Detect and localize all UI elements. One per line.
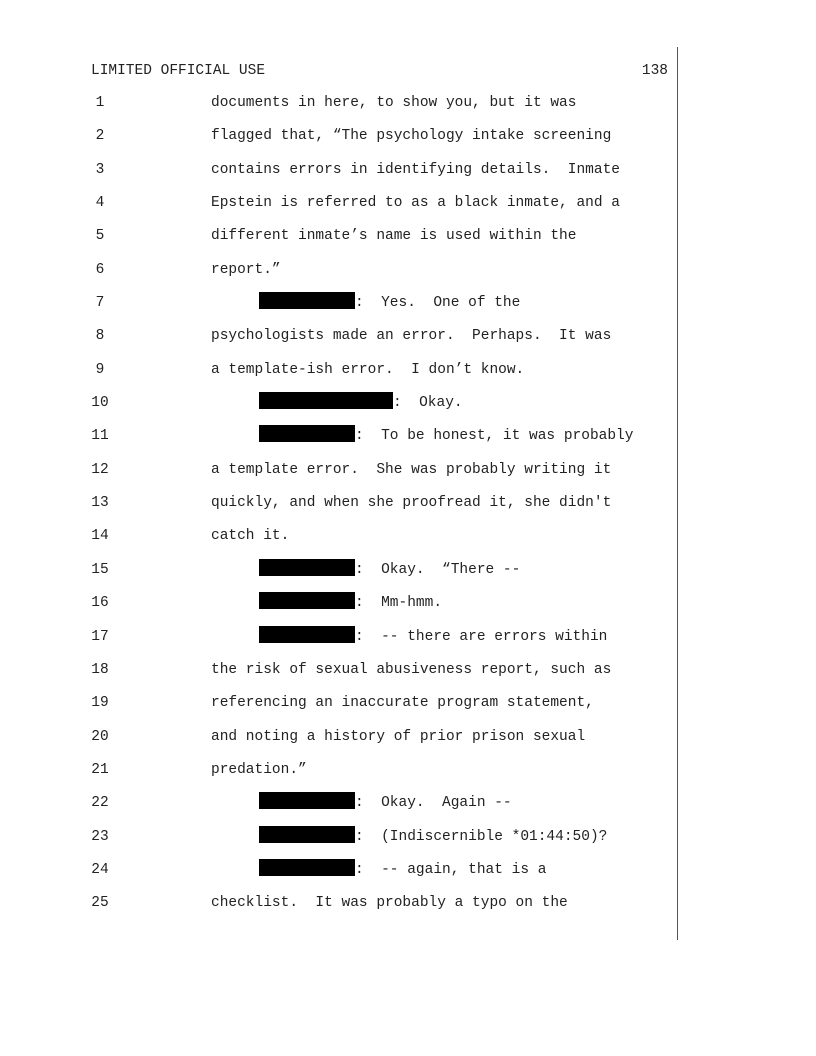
line-text: a template-ish error. I don’t know. xyxy=(211,361,525,378)
speech-text: : Yes. One of the xyxy=(355,295,521,312)
speech-text: : Okay. “There -- xyxy=(355,561,521,578)
speaker-line-text xyxy=(259,290,520,317)
speaker-line-text xyxy=(259,590,442,617)
speech-text: : To be honest, it was probably xyxy=(355,428,634,445)
line-number: 23 xyxy=(91,828,109,845)
line-text: referencing an inaccurate program statement, xyxy=(211,695,594,712)
speech-text: : Okay. Again -- xyxy=(355,795,512,812)
transcript-line xyxy=(0,523,816,556)
speech-text: : -- there are errors within xyxy=(355,628,608,645)
line-number: 25 xyxy=(91,895,109,912)
transcript-line xyxy=(0,690,816,723)
transcript-line xyxy=(0,390,816,423)
transcript-lines xyxy=(0,90,816,924)
line-text: report.” xyxy=(211,261,281,278)
line-number: 11 xyxy=(91,428,109,445)
transcript-line xyxy=(0,657,816,690)
transcript-line xyxy=(0,90,816,123)
transcript-line xyxy=(0,824,816,857)
line-text: contains errors in identifying details. Inmate xyxy=(211,161,620,178)
line-text: flagged that, “The psychology intake screening xyxy=(211,128,612,145)
transcript-line xyxy=(0,290,816,323)
redacted-speaker-name xyxy=(259,425,355,442)
transcript-line xyxy=(0,490,816,523)
speaker-line-text xyxy=(259,857,546,884)
redacted-speaker-name xyxy=(259,559,355,576)
line-number: 10 xyxy=(91,395,109,412)
line-number: 9 xyxy=(95,361,105,378)
line-number: 1 xyxy=(95,95,105,111)
transcript-line xyxy=(0,223,816,256)
line-number: 16 xyxy=(91,595,109,612)
line-number: 13 xyxy=(91,495,109,512)
line-number: 3 xyxy=(95,161,105,178)
line-number: 17 xyxy=(91,628,109,645)
line-text: psychologists made an error. Perhaps. It was xyxy=(211,328,612,345)
speaker-line-text xyxy=(259,824,607,851)
speech-text: : -- again, that is a xyxy=(355,861,547,878)
transcript-line xyxy=(0,190,816,223)
redacted-speaker-name xyxy=(259,826,355,843)
classification-header: LIMITED OFFICIAL USE xyxy=(91,63,266,79)
speech-text: : (Indiscernible *01:44:50)? xyxy=(355,828,608,845)
line-number: 14 xyxy=(91,528,109,545)
line-text: checklist. It was probably a typo on the xyxy=(211,895,568,912)
line-number: 12 xyxy=(91,461,109,478)
speaker-line-text xyxy=(259,390,463,417)
transcript-line xyxy=(0,557,816,590)
transcript-line xyxy=(0,590,816,623)
redacted-speaker-name xyxy=(259,626,355,643)
line-number: 21 xyxy=(91,761,109,778)
transcript-line xyxy=(0,123,816,156)
speaker-line-text xyxy=(259,557,520,584)
line-number: 7 xyxy=(95,295,105,312)
transcript-line xyxy=(0,257,816,290)
line-number: 15 xyxy=(91,561,109,578)
redacted-speaker-name xyxy=(259,792,355,809)
speaker-line-text xyxy=(259,624,607,651)
transcript-line xyxy=(0,423,816,456)
line-number: 8 xyxy=(95,328,105,345)
line-text: predation.” xyxy=(211,761,307,778)
redacted-speaker-name xyxy=(259,392,393,409)
line-number: 4 xyxy=(95,195,105,212)
transcript-line xyxy=(0,457,816,490)
speaker-line-text xyxy=(259,423,633,450)
line-number: 20 xyxy=(91,728,109,745)
line-text: quickly, and when she proofread it, she didn't xyxy=(211,495,612,512)
line-text: different inmate’s name is used within the xyxy=(211,228,577,245)
line-number: 19 xyxy=(91,695,109,712)
redacted-speaker-name xyxy=(259,592,355,609)
line-text: the risk of sexual abusiveness report, such as xyxy=(211,661,612,678)
line-text: a template error. She was probably writing it xyxy=(211,461,612,478)
page-number: 138 xyxy=(641,63,668,79)
transcript-line xyxy=(0,157,816,190)
redacted-speaker-name xyxy=(259,292,355,309)
line-text: and noting a history of prior prison sexual xyxy=(211,728,586,745)
transcript-line xyxy=(0,890,816,923)
transcript-line xyxy=(0,757,816,790)
transcript-line xyxy=(0,357,816,390)
line-number: 6 xyxy=(95,261,105,278)
speaker-line-text xyxy=(259,790,512,817)
line-text: catch it. xyxy=(211,528,290,545)
line-number: 18 xyxy=(91,661,109,678)
speech-text: : Okay. xyxy=(393,395,463,412)
transcript-line xyxy=(0,857,816,890)
line-number: 22 xyxy=(91,795,109,812)
transcript-line xyxy=(0,323,816,356)
speech-text: : Mm-hmm. xyxy=(355,595,443,612)
transcript-line xyxy=(0,790,816,823)
transcript-line xyxy=(0,724,816,757)
redacted-speaker-name xyxy=(259,859,355,876)
transcript-line xyxy=(0,624,816,657)
line-number: 2 xyxy=(95,128,105,145)
line-number: 5 xyxy=(95,228,105,245)
line-text: documents in here, to show you, but it was xyxy=(211,95,577,111)
line-number: 24 xyxy=(91,861,109,878)
line-text: Epstein is referred to as a black inmate, and a xyxy=(211,195,620,212)
